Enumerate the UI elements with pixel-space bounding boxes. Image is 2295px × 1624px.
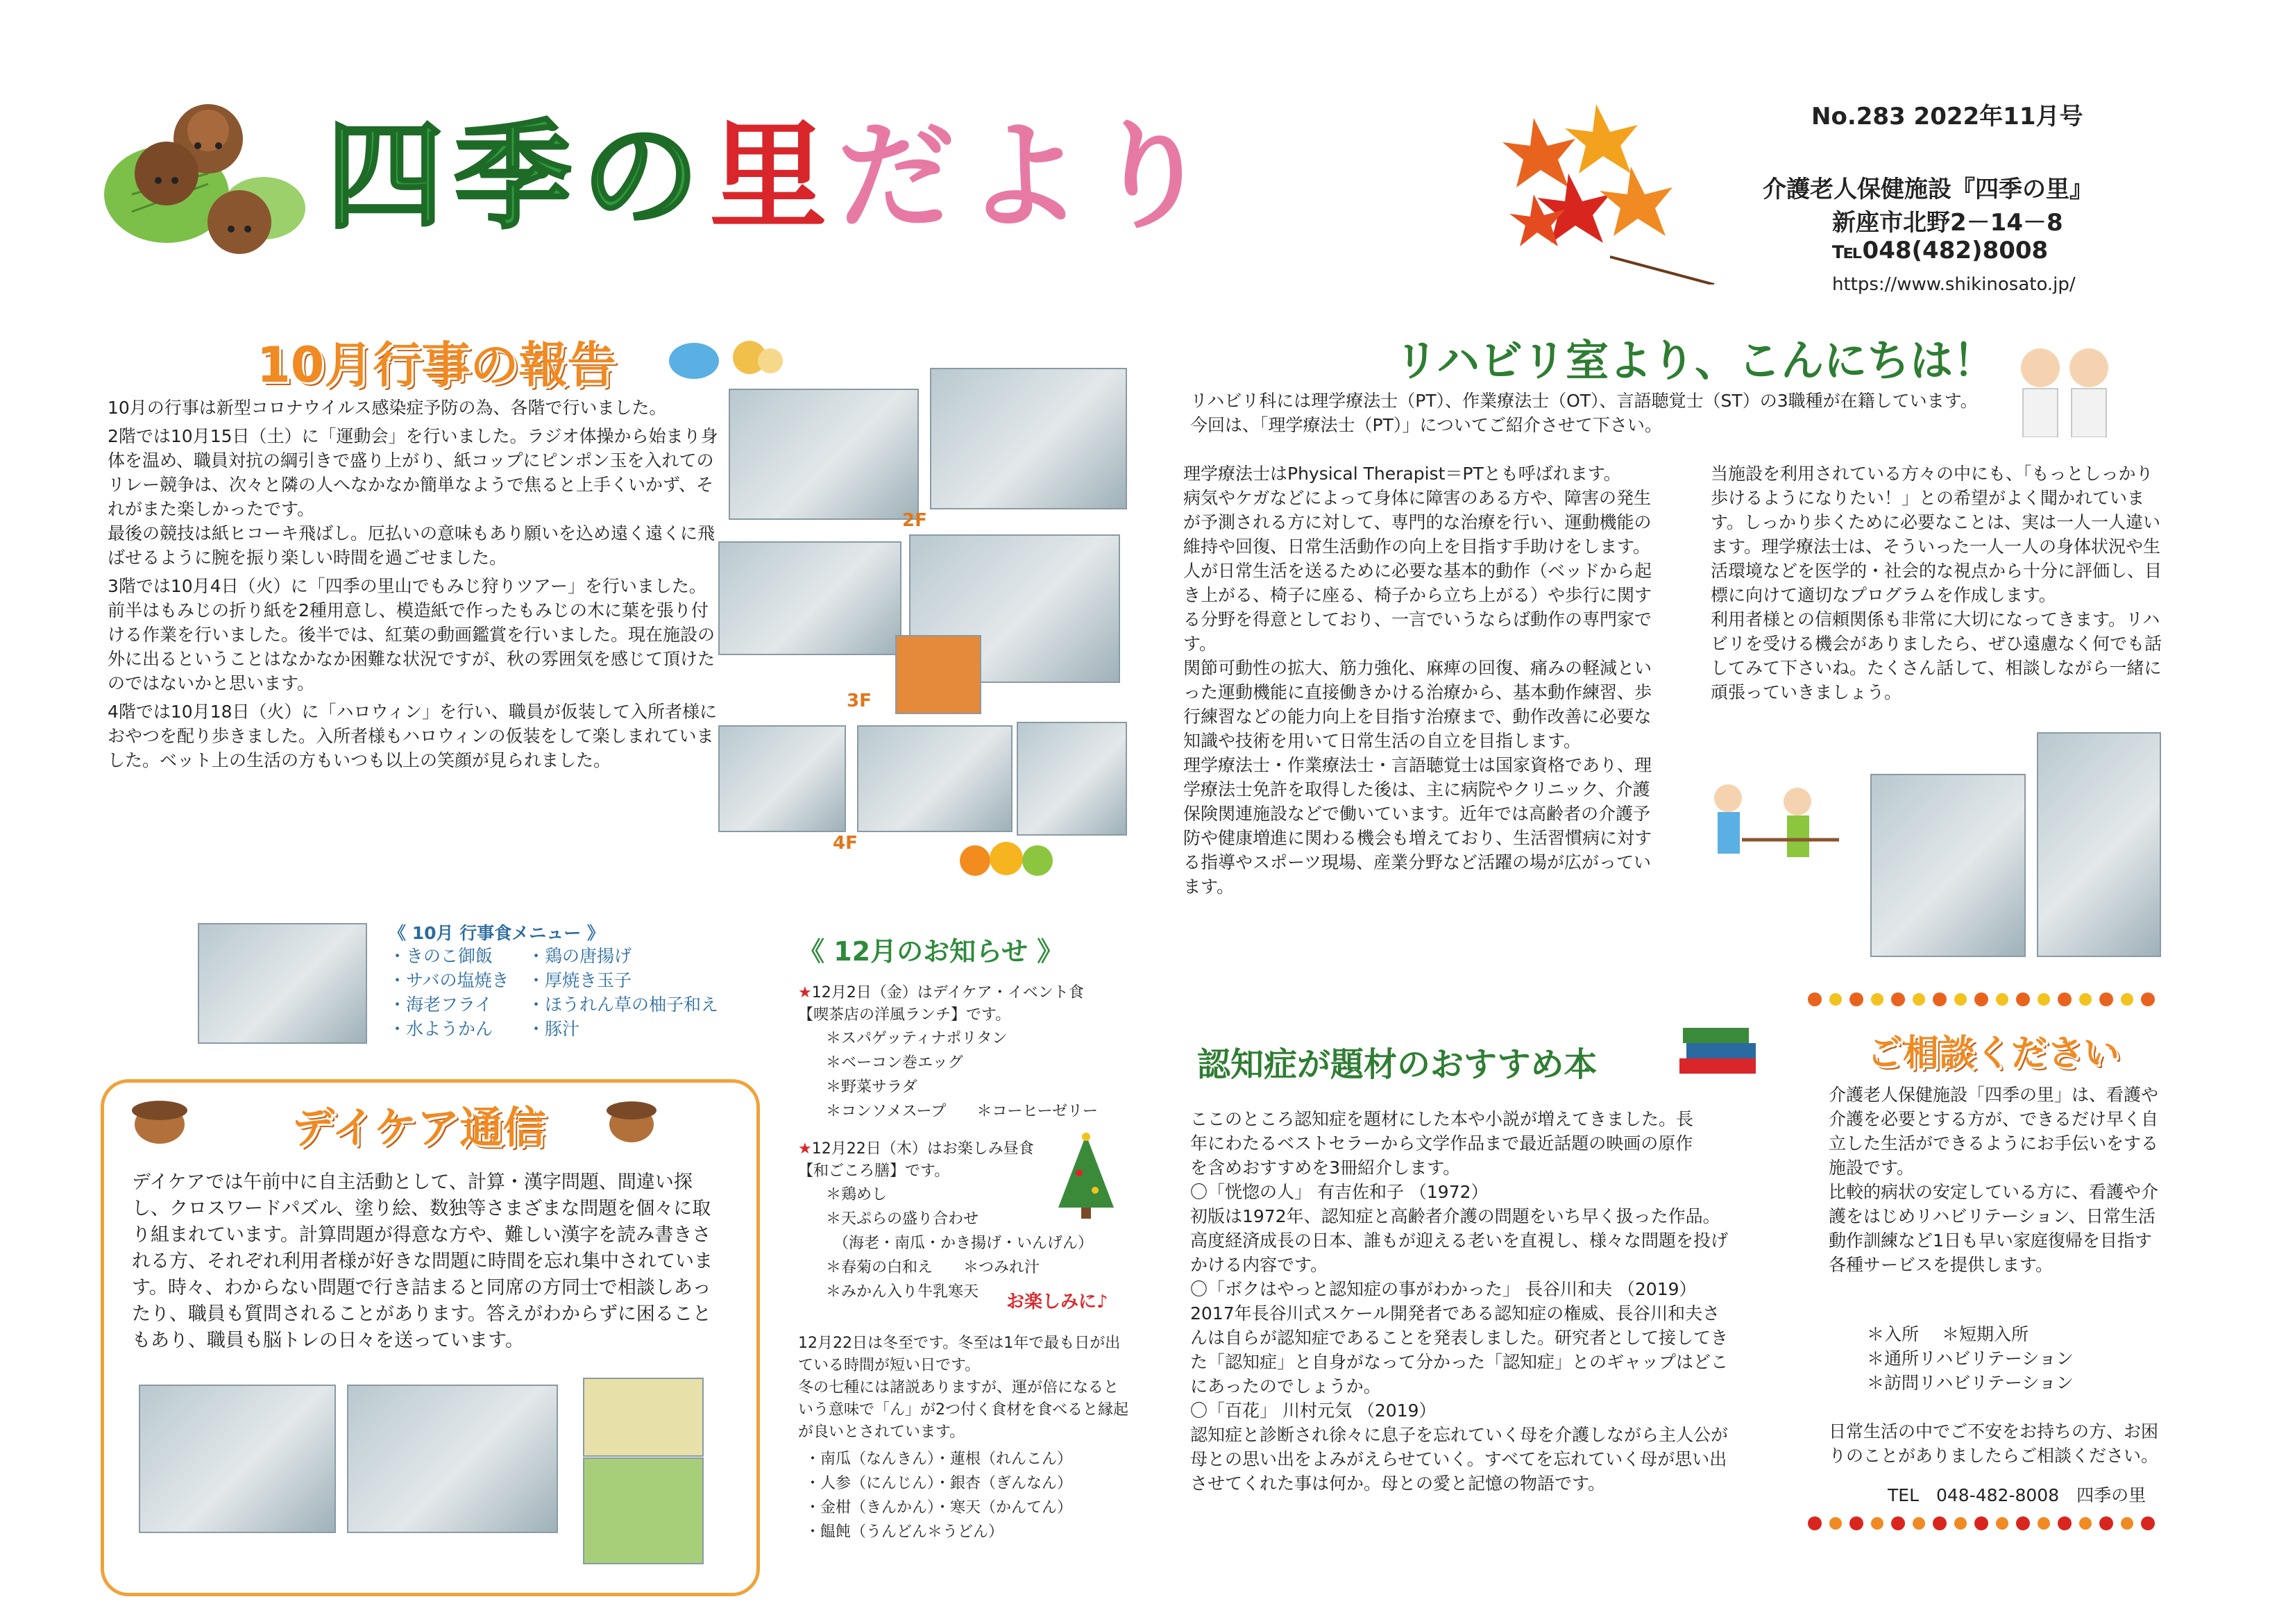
elephant-bear-icon — [666, 333, 784, 382]
facility-url[interactable]: https://www.shikinosato.jp/ — [1832, 274, 2076, 295]
photo-daycare-2 — [347, 1385, 558, 1533]
photo-maple-1 — [718, 541, 901, 655]
photo-rehab-bars — [2037, 732, 2161, 957]
pumpkin-icon — [958, 836, 1055, 878]
menu-item: ＊ 鶏めし — [826, 1183, 1131, 1207]
floor-label-3f: 3F — [847, 691, 872, 711]
menu-item: ＊ 天ぷらの盛り合わせ — [826, 1207, 1131, 1231]
books-intro: ここのところ認知症を題材にした本や小説が増えてきました。長年にわたるベストセラーから文学作品まで最近話題の映画の原作を含めおすすめを3冊紹介します。 — [1190, 1109, 1694, 1178]
rehab-heading: リハビリ室より、こんにちは！ — [1395, 335, 1997, 386]
facility-name: 介護老人保健施設『四季の里』 — [1763, 176, 2093, 203]
enjoy-text: お楽しみに♪ — [1006, 1292, 1108, 1312]
newsletter-title — [326, 108, 1221, 246]
october-paragraph: 4階では10月18日（火）に「ハロウィン」を行い、職員が仮装して入所者様におやつを配り歩きました。入所者様もハロウィンの仮装をして楽しまれていました。ベット上の生活の方もいつも以上の笑顔が見られました。 — [108, 702, 718, 770]
photo-event-meal — [198, 923, 367, 1044]
photo-halloween-1 — [718, 725, 846, 832]
photo-sports-day-1 — [729, 389, 919, 520]
menu-item: ＊ ベーコン巻エッグ — [826, 1051, 1131, 1075]
christmas-tree-icon — [1055, 1131, 1117, 1221]
winter-food-list — [805, 1447, 1138, 1544]
menu-item: ＊ みかん入り牛乳寒天 — [826, 1280, 1131, 1304]
menu-item: ・きのこ御飯 — [389, 946, 493, 966]
facility-tel: ℡048(482)8008 — [1832, 237, 2049, 264]
rehab-right-text: 当施設を利用されている方々の中にも、「もっとしっかり歩けるようになりたい！」との希望がよく聞かれています。しっかり歩くために必要なことは、実は一人一人違います。理学療法士は、そういった一人一人の身体状況や生活環境などを医学的・社会的な視点から十分に評価し、目標に向けて適切なプログラムを作成します。 利用者様との信頼関係も非常に大切になってきます。リハビリを受ける機会がありましたら、ぜひ遠慮なく何でも話してみて下さいね。たくさん話して、相談しながら一緒に頑張っていきましょう。 — [1711, 464, 2162, 702]
december-item1-sub: 【喫茶店の洋風ランチ】です。 — [798, 1006, 1011, 1024]
book-title: 〇「ボクはやっと認知症の事がわかった」 長谷川和夫 （2019） — [1190, 1279, 1697, 1299]
october-paragraph: 3階では10月4日（火）に「四季の里山でもみじ狩りツアー」を行いました。前半はもみじの折り紙を2種用意し、模造紙で作ったもみじの木に葉を張り付ける作業を行いました。後半では、紅葉の動画鑑賞を行いました。現在施設の外に出るということはなかなか困難な状況ですが、秋の雰囲気を感じて頂けたのではないかと思います。 — [108, 576, 715, 693]
menu-item: ・海老フライ — [389, 995, 493, 1015]
menu-item: ＊ スパゲッティナポリタン — [826, 1026, 1131, 1051]
december-item2-sub: 【和ごころ膳】です。 — [798, 1162, 950, 1180]
photo-halloween-3 — [1017, 722, 1127, 836]
food-item: ・金柑（きんかん）・寒天（かんてん） — [805, 1499, 1073, 1516]
title-shiki: 四季の — [326, 108, 710, 246]
service-item: ＊入所 ＊短期入所 — [1867, 1324, 2029, 1344]
consult-text: 介護老人保健施設「四季の里」は、看護や介護を必要とする方が、できるだけ早く自立した生活ができるようにお手伝いをする施設です。 比較的病状の安定している方に、看護や介護をはじめリハビリテーション、日常生活動作訓練など1日も早い家庭復帰を目指す各種サービスを提供します。 — [1829, 1085, 2159, 1275]
consult-heading: ご相談ください — [1867, 1033, 2120, 1074]
maple-leaves-illustration — [1492, 90, 1721, 285]
december-item2-date: 12月22日（木）はお楽しみ昼食 — [811, 1140, 1034, 1158]
photo-daycare-1 — [139, 1385, 336, 1533]
star-icon: ★ — [798, 1140, 812, 1158]
title-dayori: だより — [837, 108, 1221, 246]
book-description: 認知症と診断され徐々に息子を忘れていく母を介護しながら主人公が母との思い出をよみがえらせていく。すべてを忘れていく母が思い出させてくれた事は何か。母との愛と記憶の物語です。 — [1190, 1425, 1729, 1494]
photo-coloring-2 — [583, 1457, 704, 1564]
food-item: ・人参（にんじん）・銀杏（ぎんなん） — [805, 1475, 1073, 1492]
photo-rehab-walker — [1870, 774, 2026, 957]
book-title: 〇「恍惚の人」 有吉佐和子 （1972） — [1190, 1182, 1489, 1202]
october-heading: 10月行事の報告 — [257, 337, 616, 394]
autumn-border-top — [1801, 986, 2169, 1013]
menu-title: 《 10月 行事食メニュー 》 — [389, 923, 604, 943]
rehab-intro: リハビリ科には理学療法士（PT）、作業療法士（OT）、言語聴覚士（ST）の3職種が在籍しています。 今回は、「理学療法士（PT）」についてご紹介させて下さい。 — [1190, 391, 1978, 435]
photo-maple-3 — [895, 635, 981, 714]
photo-halloween-2 — [857, 725, 1013, 832]
december-item1 — [798, 982, 1131, 1124]
book-description: 2017年長谷川式スケール開発者である認知症の権威、長谷川和夫さんは自らが認知症であることを発表しました。研究者として接してきた「認知症」と自身がなって分かった「認知症」とのギャップはどこにあったのでしょうか。 — [1190, 1303, 1729, 1396]
menu-item: ・厚焼き玉子 — [527, 970, 632, 990]
floor-label-4f: 4F — [833, 833, 858, 854]
service-item: ＊訪問リハビリテーション — [1867, 1373, 2074, 1393]
menu-item: ＊ コンソメスープ ＊コーヒーゼリー — [826, 1099, 1131, 1124]
autumn-border-bottom — [1801, 1509, 2169, 1537]
food-item: ・饂飩（うんどん＊うどん） — [805, 1523, 1004, 1541]
issue-number: No.283 2022年11月号 — [1811, 103, 2083, 130]
december-item1-list — [798, 1026, 1131, 1124]
menu-item: ・豚汁 — [527, 1019, 580, 1039]
october-paragraph: 2階では10月15日（土）に「運動会」を行いました。ラジオ体操から始まり身体を温め、職員対抗の綱引きで盛り上がり、紙コップにピンポン玉を入れてのリレー競争は、次々と隣の人へなかなか簡単なようで焦ると上手くいかず、それがまた楽しかったです。 最後の競技は紙ヒコーキ飛ばし。厄払いの意味もあり願いを込め遠く遠くに飛ばせるように腕を振り楽しい時間を過ごせました。 — [108, 426, 718, 568]
menu-item: （海老・南瓜・かき揚げ・いんげん） — [826, 1235, 1094, 1252]
star-icon: ★ — [798, 984, 812, 1001]
chestnut-illustration — [104, 90, 312, 271]
consult-tel[interactable]: TEL 048-482-8008 四季の里 — [1888, 1485, 2146, 1505]
daycare-heading: デイケア通信 — [291, 1102, 546, 1153]
book-title: 〇「百花」 川村元気 （2019） — [1190, 1401, 1437, 1421]
books-heading: 認知症が題材のおすすめ本 — [1197, 1045, 1598, 1084]
winter-solstice-text: 12月22日は冬至です。冬至は1年で最も日が出ている時間が短い日です。 冬の七種には諸説ありますが、運が倍になるという意味で「ん」が2つ付く食材を食べると縁起が良いとされています。 — [798, 1335, 1128, 1441]
facility-address: 新座市北野2－14－8 — [1832, 209, 2063, 237]
consult-closing: 日常生活の中でご不安をお持ちの方、お困りのことがありましたらご相談ください。 — [1829, 1421, 2159, 1466]
menu-item: ・鶏の唐揚げ — [527, 946, 632, 966]
photo-coloring-1 — [583, 1378, 704, 1457]
books-list — [1190, 1180, 1728, 1496]
menu-item: ・サバの塩焼き — [389, 970, 509, 990]
menu-item: ・水ようかん — [389, 1019, 493, 1039]
service-item: ＊通所リハビリテーション — [1867, 1348, 2074, 1369]
december-heading: 《 12月のお知らせ 》 — [798, 936, 1064, 967]
photo-sports-day-2 — [930, 368, 1127, 509]
menu-item: ・ほうれん草の柚子和え — [527, 995, 719, 1015]
october-text — [108, 396, 718, 777]
menu-list-right — [527, 944, 736, 1041]
december-item1-date: 12月2日（金）はデイケア・イベント食 — [811, 984, 1084, 1001]
walking-illustration — [1700, 777, 1846, 874]
acorn-icon — [125, 1093, 201, 1149]
services-list — [1867, 1322, 2158, 1395]
menu-list-left — [389, 944, 534, 1041]
title-sato: 里 — [709, 108, 838, 246]
food-item: ・南瓜（なんきん）・蓮根（れんこん） — [805, 1450, 1073, 1468]
daycare-text: デイケアでは午前中に自主活動として、計算・漢字問題、間違い探し、クロスワードパズル、塗り絵、数独等さまざまな問題を個々に取り組まれています。計算問題が得意な方や、難しい漢字を読み書きされる方、それぞれ利用者様が好きな問題に時間を忘れ集中されています。時々、わからない問題で行き詰まると同席の方同士で相談しあったり、職員も質問されることがあります。答えがわからずに困ることもあり、職員も脳トレの日々を送っています。 — [132, 1172, 713, 1351]
menu-item: ＊ 野菜サラダ — [826, 1075, 1131, 1099]
floor-label-2f: 2F — [902, 510, 927, 531]
book-description: 初版は1972年、認知症と高齢者介護の問題をいち早く扱った作品。高度経済成長の日本、誰もが迎える老いを直視し、様々な問題を投げかける内容です。 — [1190, 1206, 1729, 1275]
books-icon — [1672, 1017, 1763, 1086]
rehab-left-text: 理学療法士はPhysical Therapist＝PTとも呼ばれます。 病気やケガなどによって身体に障害のある方や、障害の発生が予測される方に対して、専門的な治療を行い、運動機能の維持や回復、日常生活動作の向上を目指す手助けをします。人が日常生活を送るために必要な基本的動作（ベッドから起き上がる、椅子に座る、椅子から立ち上がる）や歩行に関する分野を得意としており、一言でいうならば動作の専門家です。 関節可動性の拡大、筋力強化、麻痺の回復、痛みの軽減といった運動機能に直接働きかける治療から、基本動作練習、歩行練習などの能力向上を目指す治療まで、動作改善に必要な知識や技術を用いて日常生活の自立を目指します。 理学療法士・作業療法士・言語聴覚士は国家資格であり、理学療法士免許を取得した後は、主に病院やクリニック、介護保険関連施設などで働いています。近年では高齢者の介護予防や健康増進に関わる機会も増えており、生活習慣病に対する指導やスポーツ現場、産業分野など活躍の場が広がっています。 — [1183, 464, 1652, 897]
acorn-icon — [597, 1093, 666, 1149]
staff-illustration — [2006, 340, 2124, 437]
october-paragraph: 10月の行事は新型コロナウイルス感染症予防の為、各階で行いました。 — [108, 398, 667, 418]
menu-item: ＊ 春菊の白和え ＊つみれ汁 — [826, 1255, 1131, 1280]
